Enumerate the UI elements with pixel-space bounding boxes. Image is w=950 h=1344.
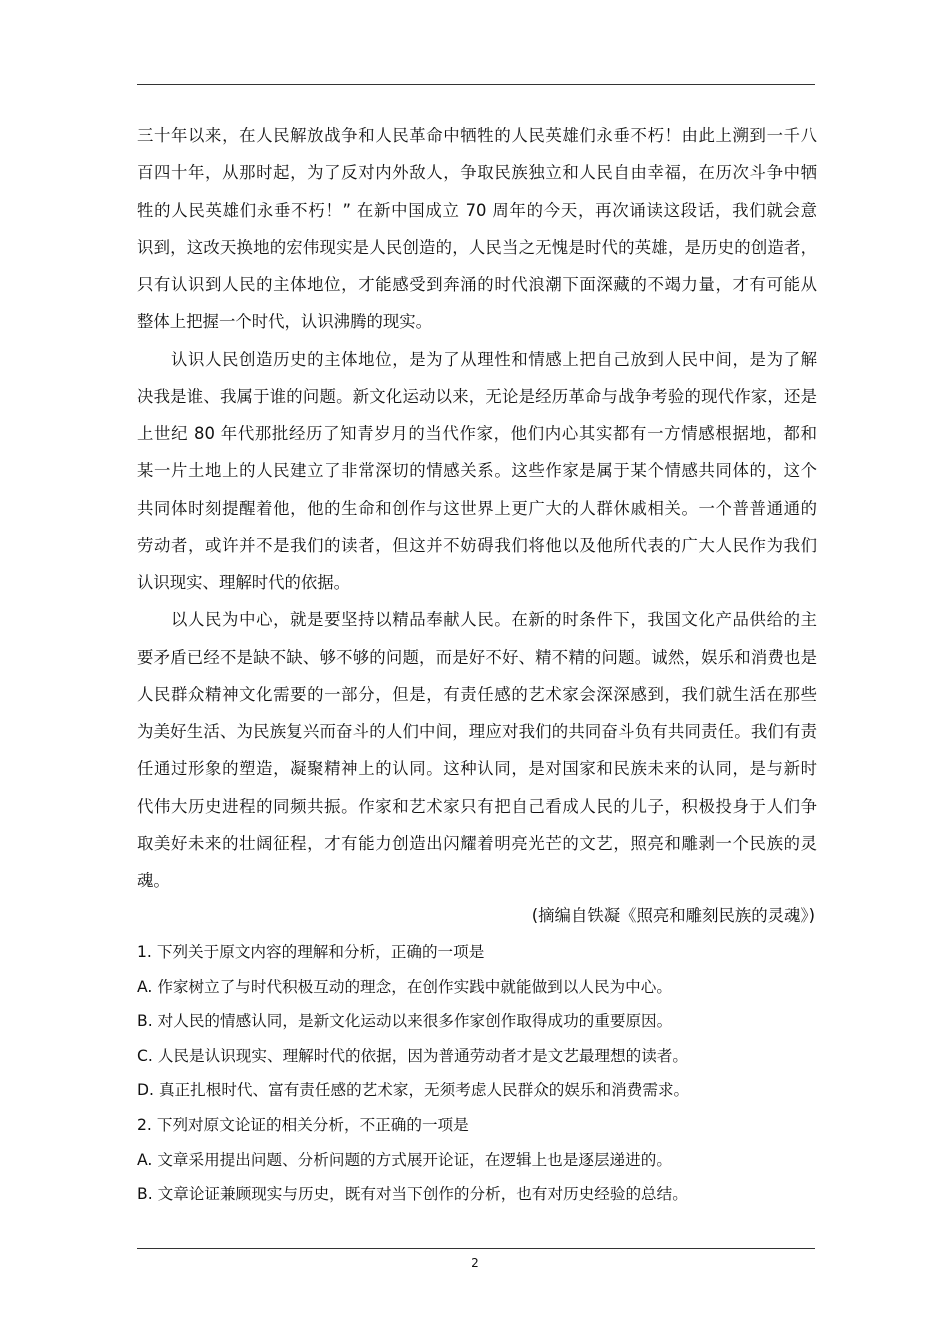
paragraph-line: 认识人民创造历史的主体地位，是为了从理性和情感上把自己放到人民中间，是为了解 bbox=[171, 349, 817, 369]
paragraph-line: 共同体时刻提醒着他，他的生命和创作与这世界上更广大的人群休戚相关。一个普普通通的 bbox=[137, 498, 817, 518]
option-label: A. bbox=[137, 1150, 153, 1169]
source-citation: (摘编自铁凝《照亮和雕刻民族的灵魂》) bbox=[531, 906, 815, 925]
paragraph-line: 取美好未来的壮阔征程，才有能力创造出闪耀着明亮光芒的文艺，照亮和雕剥一个民族的灵 bbox=[137, 833, 817, 853]
answer-option bbox=[137, 1039, 817, 1074]
paragraph-line: 要矛盾已经不是缺不缺、够不够的问题，而是好不好、精不精的问题。诚然，娱乐和消费也是 bbox=[137, 647, 817, 667]
option-label: D. bbox=[137, 1081, 154, 1100]
paragraph-line: 认识现实、理解时代的依据。 bbox=[137, 573, 351, 592]
paragraph-line: 决我是谁、我属于谁的问题。新文化运动以来，无论是经历革命与战争考验的现代作家，还是 bbox=[137, 386, 817, 406]
article-body bbox=[137, 117, 817, 899]
question-stem bbox=[137, 1108, 817, 1143]
header-rule bbox=[137, 84, 815, 85]
answer-option bbox=[137, 1004, 817, 1039]
paragraph bbox=[137, 341, 817, 602]
paragraph-line: 百四十年，从那时起，为了反对内外敌人，争取民族独立和人民自由幸福，在历次斗争中牺 bbox=[137, 163, 817, 183]
option-label: C. bbox=[137, 1046, 153, 1065]
paragraph bbox=[137, 601, 817, 899]
option-text: 作家树立了与时代积极互动的理念，在创作实践中就能做到以人民为中心。 bbox=[157, 977, 672, 996]
paragraph-line: 三十年以来，在人民解放战争和人民革命中牺牲的人民英雄们永垂不朽！由此上溯到一千八 bbox=[137, 126, 817, 145]
question-text: 下列对原文论证的相关分析，不正确的一项是 bbox=[156, 1115, 469, 1134]
answer-option bbox=[137, 1177, 817, 1212]
paragraph-line: 代伟大历史进程的同频共振。作家和艺术家只有把自己看成人民的儿子，积极投身于人们争 bbox=[137, 796, 817, 816]
option-text: 对人民的情感认同，是新文化运动以来很多作家创作取得成功的重要原因。 bbox=[157, 1012, 673, 1031]
paragraph-line: 魂。 bbox=[137, 871, 170, 890]
question-text: 下列关于原文内容的理解和分析，正确的一项是 bbox=[156, 943, 485, 961]
page-number: 2 bbox=[471, 1256, 479, 1270]
option-label: B. bbox=[137, 1185, 153, 1204]
answer-option bbox=[137, 1073, 817, 1108]
paragraph-line: 只有认识到人民的主体地位，才能感受到奔涌的时代浪潮下面深藏的不竭力量，才有可能从 bbox=[137, 275, 817, 294]
option-text: 文章采用提出问题、分析问题的方式展开论证，在逻辑上也是逐层递进的。 bbox=[157, 1150, 672, 1169]
question-number: 2. bbox=[137, 1115, 152, 1134]
paragraph-line: 以人民为中心，就是要坚持以精品奉献人民。在新的时条件下，我国文化产品供给的主 bbox=[171, 610, 817, 630]
paragraph-line: 牲的人民英雄们永垂不朽！” 在新中国成立 70 周年的今天，再次诵读这段话，我们就会意 bbox=[137, 200, 817, 220]
option-text: 文章论证兼顾现实与历史，既有对当下创作的分析，也有对历史经验的总结。 bbox=[157, 1185, 688, 1204]
paragraph-line: 人民群众精神文化需要的一部分，但是，有责任感的艺术家会深深感到，我们就生活在那些 bbox=[137, 684, 817, 704]
paragraph-line: 整体上把握一个时代，认识沸腾的现实。 bbox=[137, 312, 433, 332]
questions bbox=[137, 935, 817, 1212]
paragraph-line: 劳动者，或许并不是我们的读者，但这并不妨碍我们将他以及他所代表的广大人民作为我们 bbox=[137, 535, 817, 555]
paragraph bbox=[137, 117, 817, 341]
option-text: 真正扎根时代、富有责任感的艺术家，无须考虑人民群众的娱乐和消费需求。 bbox=[158, 1081, 690, 1100]
paragraph-line: 识到，这改天换地的宏伟现实是人民创造的，人民当之无愧是时代的英雄，是历史的创造者， bbox=[137, 237, 817, 257]
paragraph-line: 任通过形象的塑造，凝聚精神上的认同。这种认同，是对国家和民族未来的认同，是与新时 bbox=[137, 759, 817, 779]
option-text: 人民是认识现实、理解时代的依据，因为普通劳动者才是文艺最理想的读者。 bbox=[157, 1046, 689, 1065]
paragraph-line: 上世纪 80 年代那批经历了知青岁月的当代作家，他们内心其实都有一方情感根据地，都和 bbox=[137, 424, 817, 443]
answer-option bbox=[137, 970, 817, 1005]
question-number: 1. bbox=[137, 943, 152, 961]
option-label: A. bbox=[137, 977, 153, 996]
footer-rule bbox=[137, 1248, 815, 1249]
answer-option bbox=[137, 1143, 817, 1178]
paragraph-line: 某一片土地上的人民建立了非常深切的情感关系。这些作家是属于某个情感共同体的，这个 bbox=[137, 461, 817, 481]
option-label: B. bbox=[137, 1012, 153, 1031]
paragraph-line: 为美好生活、为民族复兴而奋斗的人们中间，理应对我们的共同奋斗负有共同责任。我们有责 bbox=[137, 722, 817, 741]
question-stem bbox=[137, 935, 817, 970]
